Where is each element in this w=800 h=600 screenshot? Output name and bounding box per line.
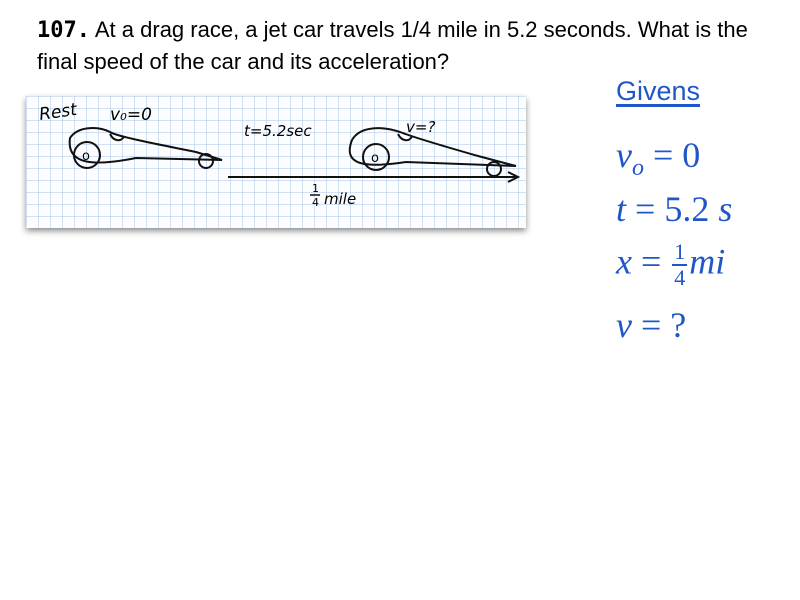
drag-race-sketch [26, 96, 526, 228]
distance-denominator: 4 [312, 196, 319, 209]
given-distance: x = $\frac{1}{4}$ mi [616, 239, 726, 290]
sketch-drawing [26, 96, 526, 228]
givens-panel [616, 76, 796, 345]
given-time: t = 5.2 s [616, 189, 733, 229]
time-label: t=5.2sec [244, 122, 312, 140]
problem-number: 107. [37, 18, 90, 43]
problem-text: At a drag race, a jet car travels 1/4 mile in 5.2 seconds. What is the final speed of the car and its acceleration? [37, 17, 748, 74]
given-final-velocity: v = ? [616, 305, 687, 345]
distance-numerator: 1 [312, 182, 319, 195]
distance-unit: mile [324, 190, 357, 208]
distance-fraction: $\frac{1}{4}$ [674, 239, 686, 290]
rest-label: Rest [37, 99, 79, 125]
wheel-label: o [82, 149, 90, 164]
initial-velocity-label: v₀=0 [110, 105, 152, 125]
final-velocity-label: v=? [406, 118, 436, 136]
given-initial-velocity: $v_o = 0$ [616, 135, 701, 181]
wheel-label-2: o [371, 151, 379, 166]
givens-header: Givens [616, 76, 701, 106]
problem-statement [37, 14, 777, 77]
